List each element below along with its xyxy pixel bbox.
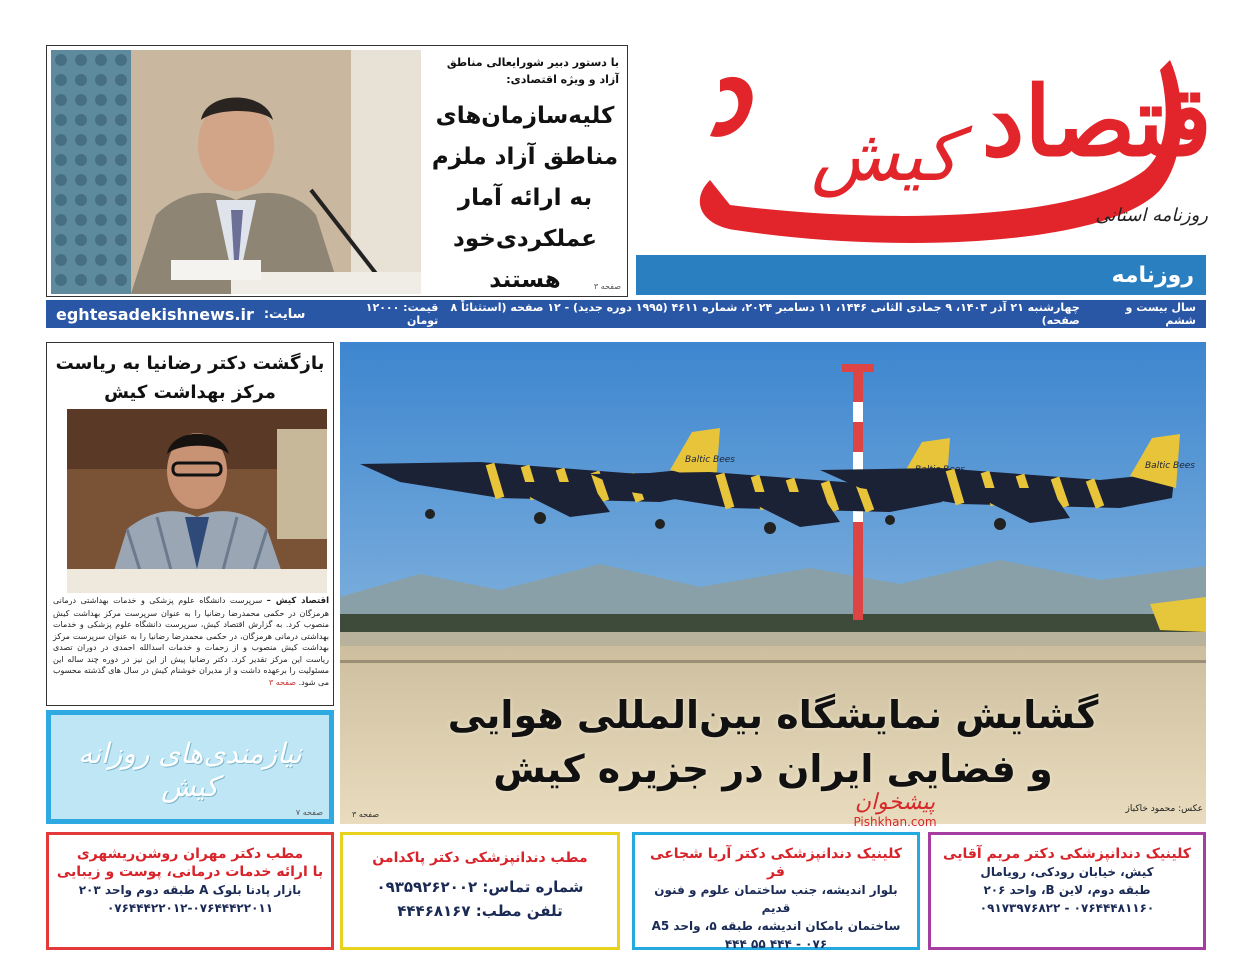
masthead-strip — [636, 255, 1206, 295]
top-story-page-ref[interactable]: صفحه ۳ — [593, 282, 621, 291]
left-story[interactable] — [46, 342, 334, 706]
watermark-brand: پیشخوان — [854, 790, 936, 815]
logo-sub-text: کیش — [811, 113, 959, 197]
ad-2-line1: شماره تماس: ۰۹۳۵۹۲۶۲۰۰۲ — [376, 878, 584, 896]
top-story-photo — [51, 50, 421, 294]
logo-hook — [710, 77, 753, 137]
publication-year: سال بیست و ششم — [1125, 301, 1196, 327]
ad-3-title: کلینیک دندانپزشکی دکتر آریا شجاعی فر — [650, 846, 902, 880]
ad-2-line2: تلفن مطب: ۴۴۴۶۸۱۶۷ — [397, 902, 563, 920]
masthead-strip-label: روزنامه — [1111, 262, 1194, 288]
classified-page-ref[interactable]: صفحه ۷ — [295, 808, 323, 817]
main-story-headline[interactable] — [340, 688, 1206, 796]
top-story-headline[interactable]: کلیه‌سازمان‌های مناطق آزاد ملزم به ارائه آمار عملکردی‌خود هستند — [431, 103, 619, 293]
left-story-page-ref[interactable]: صفحه ۳ — [268, 677, 297, 687]
date-bar — [46, 300, 1206, 328]
left-story-photo — [67, 409, 327, 593]
jet-1-tail-text: Baltic Bees — [685, 455, 735, 465]
ad-3-line2: ساختمان بامکان اندیشه، طبقه ۵، واحد A5 — [651, 919, 901, 933]
ad-4-line2: طبقه دوم، لاین B، واحد ۲۰۶ — [983, 883, 1151, 897]
top-story[interactable] — [46, 45, 628, 297]
website-label: سایت: — [263, 306, 306, 322]
ad-dermatology-clinic[interactable] — [46, 832, 334, 950]
classified-title[interactable]: نیازمندی‌های روزانه کیش — [78, 737, 302, 803]
top-story-kicker: با دستور دبیر شورایعالی مناطق آزاد و ویژه اقتصادی: — [446, 56, 619, 86]
left-story-text: سرپرست دانشگاه علوم پزشکی و خدمات بهداشتی درمانی هرمزگان در حکمی محمدرضا رضانیا را به عنوان سرپرست مرکز بهداشت کیش منصوب کرد. به گزارش اقتصاد کیش، سرپرست دانشگاه علوم پزشکی و خدمات بهداشتی درمانی هرمزگان، در حکمی محمدرضا رضانیا را به عنوان سرپرست مرکز بهداشت کیش منصوب و از زحمات و خدمات اسدالله احمدی در دوران تصدی ریاست این مرکز تقدیر کرد. دکتر رضانیا پیش از این نیز در دوره چند ساله این مسئولیت را برعهده داشت و از مدیران خوشنام کیش در سال های گذشته محسوب می شود. — [53, 596, 329, 687]
ad-1-line1: با ارائه خدمات درمانی، پوست و زیبایی — [56, 864, 324, 880]
left-story-body — [53, 595, 329, 688]
left-story-source: اقتصاد کیش – — [266, 596, 330, 606]
masthead-subtitle: روزنامه استانی — [1095, 205, 1208, 226]
price-label: قیمت: ۱۲۰۰۰ تومان — [365, 301, 439, 327]
ad-dental-shojaeifar[interactable] — [632, 832, 920, 950]
ad-1-phone: ۰۷۶۴۴۴۲۲۰۱۲-۰۷۶۴۴۴۲۲۰۱۱ — [106, 901, 274, 915]
main-story-page-ref[interactable]: صفحه ۳ — [352, 810, 380, 819]
issue-date: چهارشنبه ۲۱ آذر ۱۴۰۳، ۹ جمادی الثانی ۱۴۴۶، ۱۱ دسامبر ۲۰۲۴، شماره ۴۶۱۱ (۱۹۹۵ دوره جدید) - ۱۲ صفحه (استثنائاً ۸ صفحه) — [450, 301, 1080, 327]
ad-3-phone: ۰۷۶ - ۴۴۴ ۵۵ ۴۴۴ — [724, 937, 828, 951]
photo-credit: عکس: محمود خاکباز — [1125, 804, 1203, 814]
ad-4-line1: کیش، خیابان رودکی، رویامال — [980, 865, 1154, 879]
ad-dental-aghaei[interactable] — [928, 832, 1206, 950]
logo-main-text: اقتصاد — [981, 65, 1215, 178]
ad-dental-pakdaman[interactable] — [340, 832, 620, 950]
classified-ads-box[interactable] — [46, 710, 334, 824]
watermark-url: Pishkhan.com — [853, 815, 937, 829]
ad-4-title: کلینیک دندانپزشکی دکتر مریم آقایی — [943, 846, 1191, 862]
ad-2-title: مطب دندانپزشکی دکتر پاکدامن — [372, 850, 588, 866]
main-headline-line1: گشایش نمایشگاه بین‌المللی هوایی — [447, 693, 1099, 737]
main-headline-line2: و فضایی ایران در جزیره کیش — [493, 747, 1053, 791]
ad-1-line2: بازار پادنا بلوک A طبقه دوم واحد ۲۰۳ — [78, 883, 302, 897]
top-story-text — [425, 50, 625, 294]
ad-3-line1: بلوار اندیشه، جنب ساختمان علوم و فنون قدیم — [654, 883, 898, 915]
left-story-headline[interactable]: بازگشت دکتر رضانیا به ریاست مرکز بهداشت کیش — [55, 353, 325, 403]
website-url[interactable]: eghtesadekishnews.ir — [56, 304, 254, 324]
ad-4-phone: ۰۷۶۴۴۴۸۱۱۶۰ - ۰۹۱۷۳۹۷۶۸۲۲ — [979, 901, 1155, 915]
jet-3-tail-text: Baltic Bees — [1145, 461, 1195, 471]
ad-1-title: مطب دکتر مهران روشن‌ریشهری — [76, 846, 304, 862]
